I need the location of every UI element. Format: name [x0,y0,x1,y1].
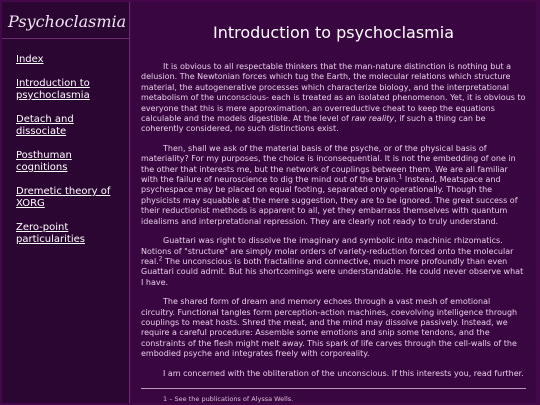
paragraph-4: The shared form of dream and memory echoes through a vast mesh of emotional circuitry. Functional tangles form perception-action machines, coevolving intelligence through couplings to meat hosts. Shred the meat, and the mind may dissolve passively. Instead, we require a careful procedure: Assemble some emotions and snip some tendons, and the constraints of the flesh might melt away. This spark of life carves through the cell-walls of the embodied psyche and integrates freely with corporeality. [141,297,518,359]
paragraph-text: The unconscious is both fractalline and connective, much more profoundly than even Guattari could admit. But his shortcomings were understandable. He could never observe what I have. [141,256,524,287]
nav-link-index[interactable]: Index [16,54,44,65]
paragraph-text: It is obvious to all respectable thinkers that the man-nature distinction is nothing but a delusion. The Newtonian forces which tug the Earth, the molecular relations which structure material, the autogenerative processes which characterize biology, and the interpretational metabolism of the unconscious- each is treated as an isolated phenomenon. Yet, it is obvious to everyone that this is mere approximation, an overreductive cheat to keep the equations calculable and the models digestible. At the level of [141,62,526,124]
footnote-1: 1 – See the publications of Alyssa Wells. [163,394,294,403]
nav-link-posthuman[interactable]: Posthuman cognitions [16,150,72,173]
nav-link-dremetic[interactable]: Dremetic theory of XORG [16,186,111,209]
paragraph-text: Guattari was right to dissolve the imaginary and symbolic into machinic rhizomatics. Notions of "structure" are simply molar orders of variety-reduction forced onto the molecular real. [141,236,514,266]
nav-item [16,186,123,210]
nav-item [16,47,123,66]
site-brand: Psychoclasmia [8,12,127,31]
page-title: Introduction to psychoclasmia [212,23,455,42]
footnote-divider [141,388,526,389]
nav-list [2,47,129,246]
nav-item [16,78,123,102]
paragraph-text: Instead, Meatspace and psychespace may be placed on equal footing, separated only operationally. Though the physicists may squabble at the mere suggestion, they are to be ignored. The great success of their reductionist methods is apparent to all, yet they embarrass themselves with quantum idealisms and interpretational repression. They are clearly not ready to truly understand. [141,175,518,226]
paragraph-3 [141,236,526,288]
brand-divider [2,38,129,39]
paragraph-1 [141,62,526,135]
nav-item [16,150,123,174]
nav-link-detach[interactable]: Detach and dissociate [16,114,74,137]
paragraph-2 [141,144,526,227]
footnote-ref-1[interactable]: 1 [398,173,403,181]
main-content [131,2,536,403]
nav-link-introduction[interactable]: Introduction to psychoclasmia [16,78,90,101]
emphasis-text: raw reality [351,114,395,124]
footnote-ref-2[interactable]: 2 [158,255,163,263]
nav-link-zero-point[interactable]: Zero-point particularities [16,222,85,245]
nav-item [16,222,123,246]
article-body [131,54,536,403]
sidebar [2,2,130,403]
nav-item [16,114,123,138]
paragraph-text: , if such a thing can be coherently considered, no such distinctions exist. [141,114,486,134]
paragraph-text: Then, shall we ask of the material basis of the psyche, or of the physical basis of materiality? For my purposes, the choice is inconsequential. It is not the embedding of one in the other that interests me, but the network of couplings between them. We are all familiar with the failure of neuroscience to dig the mind out of the brain. [141,143,516,185]
paragraph-5: I am concerned with the obliteration of the unconscious. If this interests you, read further. [163,368,524,378]
